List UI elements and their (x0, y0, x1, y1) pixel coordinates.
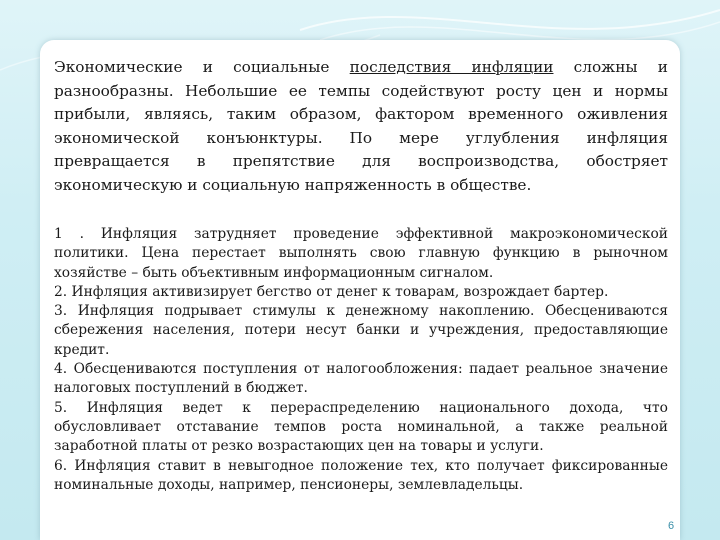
list-item: 4. Обесцениваются поступления от налогообложения: падает реальное значение налоговых поступлений в бюджет. (54, 361, 668, 397)
intro-text-start: Экономические и социальные (54, 58, 350, 76)
list-item: 5. Инфляция ведет к перераспределению национального дохода, что обусловливает отставание темпов роста номинальной, а также реальной заработной платы от резко возрастающих цен на товары и услуги. (54, 399, 668, 455)
list-item: 6. Инфляция ставит в невыгодное положение тех, кто получает фиксированные номинальные доходы, например, пенсионеры, землевладельцы. (54, 457, 668, 493)
list-item: 3. Инфляция подрывает стимулы к денежному накоплению. Обесцениваются сбережения населения, потери несут банки и учреждения, предоставляющие кредит. (54, 303, 668, 358)
consequences-list (54, 225, 668, 495)
intro-paragraph (54, 56, 668, 197)
list-item: 1 . Инфляция затрудняет проведение эффективной макроэкономической политики. Цена перестает выполнять свою главную функцию в рыночном хозяйстве – быть объективным информационным сигналом. (54, 226, 668, 281)
intro-underlined-phrase: последствия инфляции (349, 58, 554, 76)
list-item: 2. Инфляция активизирует бегство от денег к товарам, возрождает бартер. (54, 283, 609, 300)
page-number: 6 (668, 520, 675, 532)
intro-text-end: сложны и разнообразны. Небольшие ее темпы содействуют росту цен и нормы прибыли, являясь, таким образом, фактором временного оживления экономической конъюнктуры. По мере углубления инфляция превращается в препятствие для воспроизводства, обостряет экономическую и социальную напряженность в обществе. (54, 58, 668, 194)
